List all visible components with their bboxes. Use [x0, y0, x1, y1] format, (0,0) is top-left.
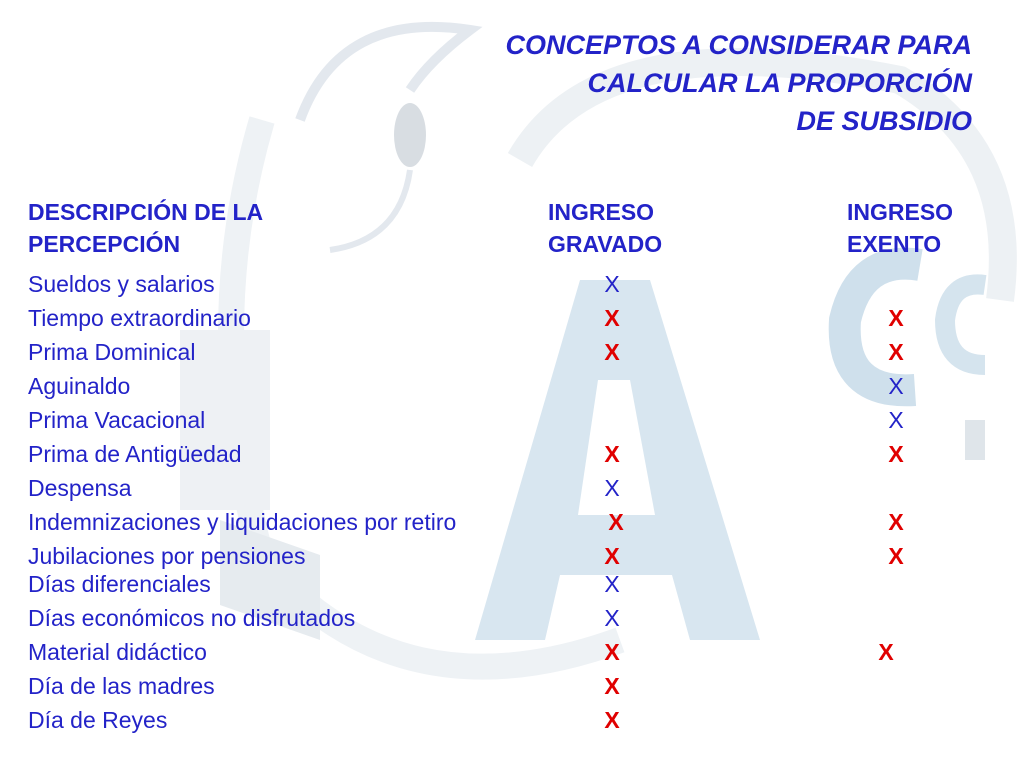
gravado-mark: X	[604, 673, 620, 699]
column-header-exento-line-1: INGRESO	[847, 199, 954, 225]
table-row	[0, 267, 1024, 301]
table-row	[0, 635, 1024, 669]
row-label: Material didáctico	[28, 639, 207, 665]
row-label: Indemnizaciones y liquidaciones por retiro	[28, 509, 457, 535]
row-label: Días diferenciales	[28, 571, 211, 597]
gravado-mark: X	[604, 441, 620, 467]
gravado-mark: X	[604, 639, 620, 665]
gravado-mark: X	[604, 305, 620, 331]
exento-mark: X	[888, 373, 904, 399]
table-row	[0, 369, 1024, 403]
gravado-mark: X	[604, 271, 620, 297]
table-row	[0, 301, 1024, 335]
column-header-description	[28, 196, 263, 260]
table-row	[0, 335, 1024, 369]
exento-mark: X	[888, 407, 904, 433]
column-header-exento	[847, 196, 953, 260]
row-label: Tiempo extraordinario	[28, 305, 251, 331]
row-label: Día de Reyes	[28, 707, 168, 733]
exento-mark: X	[888, 509, 904, 535]
table-row	[0, 601, 1024, 635]
exento-mark: X	[888, 441, 904, 467]
slide-title-line-2: CALCULAR LA PROPORCIÓN	[587, 68, 972, 98]
row-label: Jubilaciones por pensiones	[28, 543, 306, 569]
table-row	[0, 669, 1024, 703]
row-label: Días económicos no disfrutados	[28, 605, 356, 631]
gravado-mark: X	[604, 475, 620, 501]
exento-mark: X	[888, 339, 904, 365]
exento-mark: X	[888, 305, 904, 331]
column-header-gravado	[548, 196, 662, 260]
exento-mark: X	[888, 543, 904, 569]
row-label: Prima Dominical	[28, 339, 196, 365]
slide-title	[505, 26, 972, 140]
table-row	[0, 567, 1024, 601]
row-label: Despensa	[28, 475, 132, 501]
row-label: Aguinaldo	[28, 373, 131, 399]
gravado-mark: X	[604, 339, 620, 365]
column-header-description-line-2: PERCEPCIÓN	[28, 231, 181, 257]
gravado-mark: X	[604, 571, 620, 597]
table-row	[0, 505, 1024, 539]
gravado-mark: X	[604, 707, 620, 733]
gravado-mark: X	[608, 509, 624, 535]
table-row	[0, 437, 1024, 471]
row-label: Día de las madres	[28, 673, 215, 699]
column-header-description-line-1: DESCRIPCIÓN DE LA	[28, 199, 264, 225]
column-header-exento-line-2: EXENTO	[847, 231, 942, 257]
table-row	[0, 403, 1024, 437]
slide-title-line-3: DE SUBSIDIO	[796, 106, 972, 136]
slide-title-line-1: CONCEPTOS A CONSIDERAR PARA	[505, 30, 972, 60]
row-label: Prima de Antigüedad	[28, 441, 242, 467]
row-label: Prima Vacacional	[28, 407, 206, 433]
row-label: Sueldos y salarios	[28, 271, 215, 297]
exento-mark: X	[878, 639, 894, 665]
table-row	[0, 471, 1024, 505]
gravado-mark: X	[604, 543, 620, 569]
column-header-gravado-line-2: GRAVADO	[548, 231, 663, 257]
gravado-mark: X	[604, 605, 620, 631]
table-row	[0, 703, 1024, 737]
column-header-gravado-line-1: INGRESO	[548, 199, 655, 225]
